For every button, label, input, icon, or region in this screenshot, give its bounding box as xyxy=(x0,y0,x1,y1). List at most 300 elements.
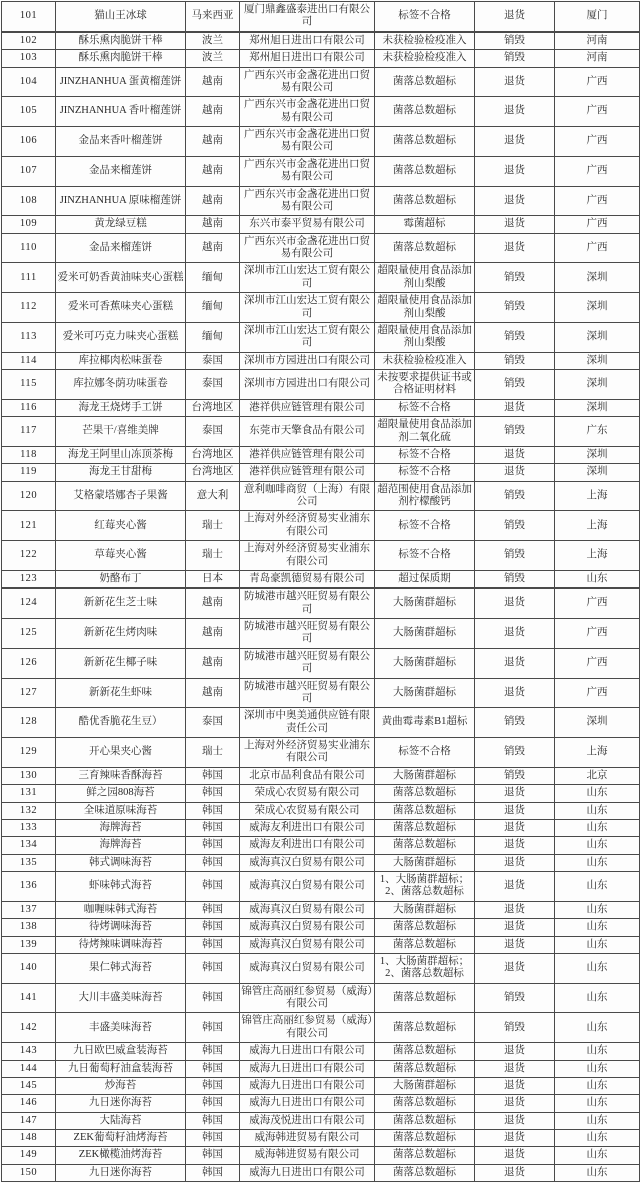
cell-product: 鲜之园808海苔 xyxy=(56,785,186,802)
cell-reason: 标签不合格 xyxy=(375,2,475,32)
table-row xyxy=(2,837,640,854)
table-row xyxy=(2,901,640,918)
cell-importer: 荣成心农贸易有限公司 xyxy=(240,802,375,819)
cell-action: 退货 xyxy=(475,2,555,32)
cell-action: 退货 xyxy=(475,1077,555,1094)
cell-reason: 1、大肠菌群超标；2、菌落总数超标 xyxy=(375,872,475,902)
cell-importer: 威海韩进贸易有限公司 xyxy=(240,1130,375,1147)
table-row xyxy=(2,767,640,784)
cell-reason: 标签不合格 xyxy=(375,399,475,416)
cell-importer: 厦门鼎鑫盛泰进出口有限公司 xyxy=(240,2,375,32)
cell-reason: 菌落总数超标 xyxy=(375,186,475,216)
cell-origin: 韩国 xyxy=(186,919,240,936)
cell-region: 山东 xyxy=(555,901,640,918)
cell-origin: 越南 xyxy=(186,233,240,263)
cell-product: 金品来榴莲饼 xyxy=(56,156,186,186)
cell-no: 114 xyxy=(2,352,56,369)
cell-reason: 超限量使用食品添加剂山梨酸 xyxy=(375,322,475,352)
cell-reason: 大肠菌群超标 xyxy=(375,767,475,784)
cell-importer: 荣成心农贸易有限公司 xyxy=(240,785,375,802)
table-row xyxy=(2,1043,640,1060)
cell-importer: 意利咖啡商贸（上海）有限公司 xyxy=(240,481,375,511)
cell-no: 123 xyxy=(2,570,56,588)
cell-origin: 日本 xyxy=(186,570,240,588)
cell-product: 猫山王冰球 xyxy=(56,2,186,32)
cell-importer: 港祥供应链管理有限公司 xyxy=(240,446,375,463)
cell-product: 大川丰盛美味海苔 xyxy=(56,983,186,1013)
table-row xyxy=(2,648,640,678)
cell-reason: 菌落总数超标 xyxy=(375,156,475,186)
cell-product: 果仁韩式海苔 xyxy=(56,953,186,983)
cell-origin: 韩国 xyxy=(186,767,240,784)
cell-region: 山东 xyxy=(555,919,640,936)
cell-no: 125 xyxy=(2,619,56,649)
table-row xyxy=(2,1112,640,1129)
cell-no: 117 xyxy=(2,417,56,447)
cell-product: JINZHANHUA 蛋黄榴莲饼 xyxy=(56,67,186,97)
cell-importer: 威海真汉白贸易有限公司 xyxy=(240,872,375,902)
cell-action: 销毁 xyxy=(475,352,555,369)
cell-origin: 泰国 xyxy=(186,370,240,400)
cell-reason: 未获检验检疫准入 xyxy=(375,50,475,67)
table-row xyxy=(2,1060,640,1077)
cell-importer: 威海真汉白贸易有限公司 xyxy=(240,953,375,983)
table-row xyxy=(2,50,640,67)
cell-region: 山东 xyxy=(555,953,640,983)
cell-reason: 菌落总数超标 xyxy=(375,919,475,936)
cell-importer: 威海真汉白贸易有限公司 xyxy=(240,854,375,871)
cell-reason: 菌落总数超标 xyxy=(375,1043,475,1060)
table-row xyxy=(2,953,640,983)
cell-no: 147 xyxy=(2,1112,56,1129)
cell-origin: 越南 xyxy=(186,97,240,127)
table-row xyxy=(2,708,640,738)
cell-origin: 缅甸 xyxy=(186,263,240,293)
cell-importer: 上海对外经济贸易实业浦东有限公司 xyxy=(240,511,375,541)
cell-no: 140 xyxy=(2,953,56,983)
cell-product: 韩式调味海苔 xyxy=(56,854,186,871)
cell-no: 121 xyxy=(2,511,56,541)
cell-region: 深圳 xyxy=(555,399,640,416)
cell-origin: 韩国 xyxy=(186,854,240,871)
cell-action: 退货 xyxy=(475,1130,555,1147)
cell-no: 133 xyxy=(2,819,56,836)
table-row xyxy=(2,872,640,902)
cell-no: 120 xyxy=(2,481,56,511)
cell-importer: 深圳市方园进出口有限公司 xyxy=(240,352,375,369)
cell-action: 退货 xyxy=(475,97,555,127)
table-row xyxy=(2,1147,640,1164)
cell-importer: 威海九日进出口有限公司 xyxy=(240,1164,375,1181)
cell-origin: 越南 xyxy=(186,648,240,678)
cell-region: 山东 xyxy=(555,854,640,871)
cell-region: 山东 xyxy=(555,785,640,802)
cell-product: 海龙王烧烤手工饼 xyxy=(56,399,186,416)
table-row xyxy=(2,322,640,352)
cell-product: 芒果干/喜维美牌 xyxy=(56,417,186,447)
cell-no: 128 xyxy=(2,708,56,738)
cell-importer: 广西东兴市金盏花进出口贸易有限公司 xyxy=(240,186,375,216)
cell-region: 广西 xyxy=(555,588,640,618)
cell-action: 销毁 xyxy=(475,370,555,400)
cell-reason: 菌落总数超标 xyxy=(375,97,475,127)
cell-importer: 广西东兴市金盏花进出口贸易有限公司 xyxy=(240,233,375,263)
table-row xyxy=(2,785,640,802)
cell-action: 销毁 xyxy=(475,263,555,293)
cell-no: 105 xyxy=(2,97,56,127)
cell-product: 金品来榴莲饼 xyxy=(56,233,186,263)
cell-origin: 意大利 xyxy=(186,481,240,511)
table-row xyxy=(2,936,640,953)
cell-region: 山东 xyxy=(555,872,640,902)
cell-importer: 威海九日进出口有限公司 xyxy=(240,1060,375,1077)
cell-reason: 菌落总数超标 xyxy=(375,1147,475,1164)
table-row xyxy=(2,570,640,588)
cell-importer: 深圳市江山宏达工贸有限公司 xyxy=(240,263,375,293)
cell-region: 广西 xyxy=(555,233,640,263)
table-row xyxy=(2,127,640,157)
cell-importer: 威海友利进出口有限公司 xyxy=(240,819,375,836)
table-row xyxy=(2,541,640,571)
cell-region: 山东 xyxy=(555,1043,640,1060)
table-row xyxy=(2,1013,640,1043)
cell-importer: 深圳市江山宏达工贸有限公司 xyxy=(240,322,375,352)
cell-importer: 威海真汉白贸易有限公司 xyxy=(240,936,375,953)
cell-region: 山东 xyxy=(555,1060,640,1077)
cell-importer: 郑州旭日进出口有限公司 xyxy=(240,32,375,50)
cell-region: 山东 xyxy=(555,837,640,854)
cell-action: 退货 xyxy=(475,1112,555,1129)
cell-region: 深圳 xyxy=(555,352,640,369)
table-row xyxy=(2,233,640,263)
cell-no: 115 xyxy=(2,370,56,400)
cell-product: JINZHANHUA 香叶榴莲饼 xyxy=(56,97,186,127)
table-row xyxy=(2,263,640,293)
cell-action: 退货 xyxy=(475,186,555,216)
cell-product: 奶酪布丁 xyxy=(56,570,186,588)
cell-region: 山东 xyxy=(555,1147,640,1164)
cell-action: 退货 xyxy=(475,1043,555,1060)
cell-region: 广西 xyxy=(555,67,640,97)
cell-reason: 菌落总数超标 xyxy=(375,127,475,157)
cell-reason: 大肠菌群超标 xyxy=(375,588,475,618)
cell-reason: 菌落总数超标 xyxy=(375,1095,475,1112)
cell-product: ZEK葡萄籽油烤海苔 xyxy=(56,1130,186,1147)
cell-origin: 韩国 xyxy=(186,901,240,918)
cell-origin: 越南 xyxy=(186,678,240,708)
cell-reason: 菌落总数超标 xyxy=(375,802,475,819)
table-row xyxy=(2,156,640,186)
cell-product: 虾味韩式海苔 xyxy=(56,872,186,902)
cell-origin: 泰国 xyxy=(186,708,240,738)
cell-origin: 韩国 xyxy=(186,837,240,854)
cell-origin: 瑞士 xyxy=(186,738,240,768)
cell-region: 广西 xyxy=(555,216,640,233)
cell-region: 河南 xyxy=(555,32,640,50)
cell-no: 112 xyxy=(2,293,56,323)
table-row xyxy=(2,1095,640,1112)
cell-reason: 菌落总数超标 xyxy=(375,1013,475,1043)
cell-no: 103 xyxy=(2,50,56,67)
table-row xyxy=(2,293,640,323)
cell-origin: 韩国 xyxy=(186,819,240,836)
cell-reason: 超过保质期 xyxy=(375,570,475,588)
cell-importer: 威海友利进出口有限公司 xyxy=(240,837,375,854)
cell-region: 山东 xyxy=(555,570,640,588)
cell-no: 111 xyxy=(2,263,56,293)
cell-importer: 东兴市泰平贸易有限公司 xyxy=(240,216,375,233)
table-row xyxy=(2,854,640,871)
table-row xyxy=(2,417,640,447)
cell-reason: 超限量使用食品添加剂山梨酸 xyxy=(375,263,475,293)
cell-product: 海龙王阿里山冻顶茶梅 xyxy=(56,446,186,463)
cell-origin: 韩国 xyxy=(186,1147,240,1164)
cell-reason: 未按要求提供证书或合格证明材料 xyxy=(375,370,475,400)
cell-origin: 越南 xyxy=(186,588,240,618)
cell-origin: 越南 xyxy=(186,156,240,186)
cell-importer: 防城港市越兴旺贸易有限公司 xyxy=(240,678,375,708)
cell-action: 退货 xyxy=(475,1147,555,1164)
cell-no: 102 xyxy=(2,32,56,50)
table-row xyxy=(2,464,640,481)
cell-reason: 菌落总数超标 xyxy=(375,837,475,854)
cell-region: 上海 xyxy=(555,511,640,541)
cell-origin: 越南 xyxy=(186,67,240,97)
cell-region: 广西 xyxy=(555,186,640,216)
table-row xyxy=(2,983,640,1013)
cell-reason: 菌落总数超标 xyxy=(375,936,475,953)
cell-importer: 东莞市天擎食品有限公司 xyxy=(240,417,375,447)
table-row xyxy=(2,216,640,233)
cell-action: 退货 xyxy=(475,127,555,157)
cell-no: 149 xyxy=(2,1147,56,1164)
cell-origin: 韩国 xyxy=(186,936,240,953)
cell-importer: 广西东兴市金盏花进出口贸易有限公司 xyxy=(240,156,375,186)
cell-no: 139 xyxy=(2,936,56,953)
cell-origin: 台湾地区 xyxy=(186,446,240,463)
cell-origin: 缅甸 xyxy=(186,322,240,352)
cell-no: 129 xyxy=(2,738,56,768)
cell-no: 118 xyxy=(2,446,56,463)
cell-origin: 台湾地区 xyxy=(186,464,240,481)
cell-region: 山东 xyxy=(555,1130,640,1147)
cell-product: 九日迷你海苔 xyxy=(56,1095,186,1112)
cell-origin: 瑞士 xyxy=(186,511,240,541)
cell-importer: 威海真汉白贸易有限公司 xyxy=(240,919,375,936)
cell-region: 广西 xyxy=(555,619,640,649)
cell-no: 126 xyxy=(2,648,56,678)
cell-region: 山东 xyxy=(555,1164,640,1181)
cell-product: 炒海苔 xyxy=(56,1077,186,1094)
cell-product: 大陆海苔 xyxy=(56,1112,186,1129)
cell-action: 退货 xyxy=(475,953,555,983)
cell-origin: 韩国 xyxy=(186,802,240,819)
cell-no: 108 xyxy=(2,186,56,216)
cell-product: 库拉娜冬荫功味蛋卷 xyxy=(56,370,186,400)
cell-action: 退货 xyxy=(475,1060,555,1077)
cell-importer: 广西东兴市金盏花进出口贸易有限公司 xyxy=(240,67,375,97)
cell-region: 山东 xyxy=(555,936,640,953)
cell-action: 销毁 xyxy=(475,50,555,67)
cell-action: 退货 xyxy=(475,819,555,836)
cell-no: 106 xyxy=(2,127,56,157)
cell-no: 113 xyxy=(2,322,56,352)
cell-reason: 标签不合格 xyxy=(375,541,475,571)
table-row xyxy=(2,97,640,127)
cell-importer: 上海对外经济贸易实业浦东有限公司 xyxy=(240,738,375,768)
cell-no: 107 xyxy=(2,156,56,186)
cell-origin: 韩国 xyxy=(186,1130,240,1147)
cell-product: 新新花生椰子味 xyxy=(56,648,186,678)
cell-importer: 威海九日进出口有限公司 xyxy=(240,1077,375,1094)
cell-reason: 超范围使用食品添加剂柠檬酸钙 xyxy=(375,481,475,511)
cell-action: 退货 xyxy=(475,872,555,902)
cell-reason: 1、大肠菌群超标；2、菌落总数超标 xyxy=(375,953,475,983)
cell-origin: 越南 xyxy=(186,619,240,649)
cell-region: 上海 xyxy=(555,541,640,571)
table-row xyxy=(2,678,640,708)
cell-no: 142 xyxy=(2,1013,56,1043)
cell-no: 148 xyxy=(2,1130,56,1147)
cell-no: 136 xyxy=(2,872,56,902)
cell-origin: 韩国 xyxy=(186,1077,240,1094)
cell-product: 待烤辣味调味海苔 xyxy=(56,936,186,953)
cell-product: 爱米可香蕉味夹心蛋糕 xyxy=(56,293,186,323)
table-row xyxy=(2,370,640,400)
cell-action: 销毁 xyxy=(475,32,555,50)
cell-reason: 大肠菌群超标 xyxy=(375,619,475,649)
cell-no: 137 xyxy=(2,901,56,918)
cell-importer: 郑州旭日进出口有限公司 xyxy=(240,50,375,67)
table-row xyxy=(2,32,640,50)
cell-no: 110 xyxy=(2,233,56,263)
cell-reason: 标签不合格 xyxy=(375,738,475,768)
cell-reason: 菌落总数超标 xyxy=(375,1060,475,1077)
cell-importer: 北京市品利食品有限公司 xyxy=(240,767,375,784)
cell-importer: 深圳市江山宏达工贸有限公司 xyxy=(240,293,375,323)
cell-importer: 威海韩进贸易有限公司 xyxy=(240,1147,375,1164)
cell-product: 开心果夹心酱 xyxy=(56,738,186,768)
cell-no: 141 xyxy=(2,983,56,1013)
cell-no: 143 xyxy=(2,1043,56,1060)
cell-no: 127 xyxy=(2,678,56,708)
table-row xyxy=(2,619,640,649)
cell-region: 山东 xyxy=(555,1077,640,1094)
cell-action: 退货 xyxy=(475,156,555,186)
cell-product: 爱米可巧克力味夹心蛋糕 xyxy=(56,322,186,352)
cell-importer: 锦管庄高丽红参贸易（威海）有限公司 xyxy=(240,1013,375,1043)
cell-origin: 韩国 xyxy=(186,1112,240,1129)
cell-product: 酥乐熏肉脆饼干棒 xyxy=(56,50,186,67)
cell-product: 库拉椰肉松味蛋卷 xyxy=(56,352,186,369)
cell-origin: 马来西亚 xyxy=(186,2,240,32)
cell-action: 退货 xyxy=(475,399,555,416)
cell-region: 广西 xyxy=(555,97,640,127)
cell-no: 130 xyxy=(2,767,56,784)
cell-importer: 深圳市中奥美通供应链有限责任公司 xyxy=(240,708,375,738)
cell-action: 销毁 xyxy=(475,983,555,1013)
cell-region: 广西 xyxy=(555,156,640,186)
cell-no: 131 xyxy=(2,785,56,802)
table-row xyxy=(2,481,640,511)
cell-origin: 泰国 xyxy=(186,417,240,447)
cell-no: 138 xyxy=(2,919,56,936)
table-row xyxy=(2,446,640,463)
cell-origin: 韩国 xyxy=(186,1164,240,1181)
table-row xyxy=(2,588,640,618)
cell-action: 退货 xyxy=(475,233,555,263)
cell-product: 丰盛美味海苔 xyxy=(56,1013,186,1043)
cell-product: 黄龙绿豆糕 xyxy=(56,216,186,233)
cell-region: 山东 xyxy=(555,1013,640,1043)
cell-product: 三育辣味香酥海苔 xyxy=(56,767,186,784)
cell-action: 销毁 xyxy=(475,738,555,768)
cell-reason: 标签不合格 xyxy=(375,446,475,463)
cell-no: 101 xyxy=(2,2,56,32)
cell-importer: 威海九日进出口有限公司 xyxy=(240,1095,375,1112)
cell-origin: 越南 xyxy=(186,216,240,233)
cell-origin: 韩国 xyxy=(186,1095,240,1112)
cell-action: 退货 xyxy=(475,1164,555,1181)
cell-action: 销毁 xyxy=(475,767,555,784)
cell-action: 退货 xyxy=(475,837,555,854)
cell-region: 深圳 xyxy=(555,464,640,481)
table-row xyxy=(2,399,640,416)
cell-action: 退货 xyxy=(475,67,555,97)
cell-reason: 菌落总数超标 xyxy=(375,819,475,836)
cell-reason: 菌落总数超标 xyxy=(375,983,475,1013)
cell-region: 深圳 xyxy=(555,322,640,352)
table-row xyxy=(2,1164,640,1181)
cell-no: 145 xyxy=(2,1077,56,1094)
cell-origin: 波兰 xyxy=(186,32,240,50)
cell-product: 咖喱味韩式海苔 xyxy=(56,901,186,918)
cell-importer: 锦管庄高丽红参贸易（威海）有限公司 xyxy=(240,983,375,1013)
cell-origin: 波兰 xyxy=(186,50,240,67)
table-row xyxy=(2,352,640,369)
cell-region: 广西 xyxy=(555,678,640,708)
cell-action: 退货 xyxy=(475,854,555,871)
cell-action: 销毁 xyxy=(475,570,555,588)
cell-reason: 未获检验检疫准入 xyxy=(375,352,475,369)
cell-action: 退货 xyxy=(475,619,555,649)
cell-no: 132 xyxy=(2,802,56,819)
cell-action: 销毁 xyxy=(475,322,555,352)
food-inspection-results-table xyxy=(1,1,640,1182)
cell-product: 新新花生芝士味 xyxy=(56,588,186,618)
cell-action: 退货 xyxy=(475,919,555,936)
cell-importer: 威海九日进出口有限公司 xyxy=(240,1043,375,1060)
cell-product: 艾格蒙塔娜杏子果酱 xyxy=(56,481,186,511)
cell-importer: 防城港市越兴旺贸易有限公司 xyxy=(240,588,375,618)
cell-product: 爱米可奶香黄油味夹心蛋糕 xyxy=(56,263,186,293)
cell-origin: 台湾地区 xyxy=(186,399,240,416)
cell-action: 销毁 xyxy=(475,293,555,323)
cell-region: 北京 xyxy=(555,767,640,784)
cell-action: 销毁 xyxy=(475,481,555,511)
table-row xyxy=(2,738,640,768)
cell-reason: 超限量使用食品添加剂二氧化硫 xyxy=(375,417,475,447)
cell-action: 退货 xyxy=(475,588,555,618)
table-row xyxy=(2,919,640,936)
table-row xyxy=(2,802,640,819)
cell-action: 退货 xyxy=(475,936,555,953)
cell-no: 116 xyxy=(2,399,56,416)
cell-origin: 韩国 xyxy=(186,1060,240,1077)
cell-origin: 缅甸 xyxy=(186,293,240,323)
cell-product: 酷优香脆花生豆） xyxy=(56,708,186,738)
cell-product: 新新花生虾味 xyxy=(56,678,186,708)
